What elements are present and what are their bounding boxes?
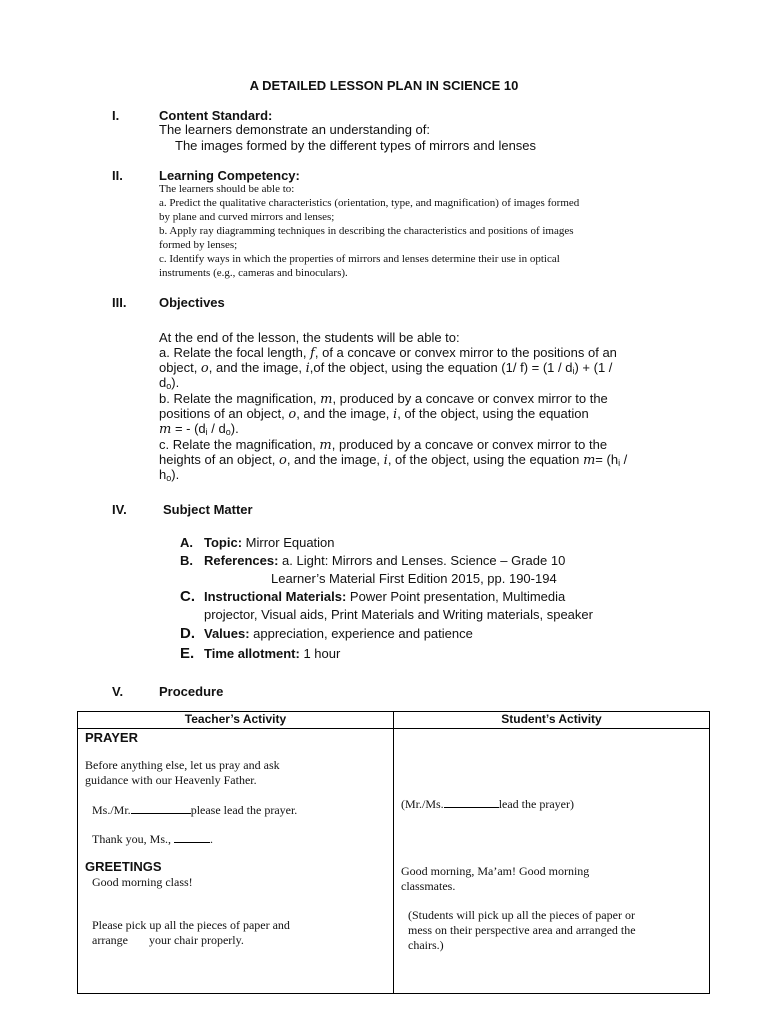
symbol-m: m — [582, 453, 596, 468]
section-numeral-2: II. — [112, 168, 123, 183]
content-standard-heading: Content Standard: — [159, 108, 273, 123]
subject-item-references-cont: Learner’s Material First Edition 2015, pp. 190-194 — [271, 571, 557, 586]
symbol-f: f — [310, 346, 315, 361]
name-blank — [131, 802, 191, 814]
teacher-greeting: Good morning class! — [92, 875, 193, 889]
teacher-lead-prayer: Ms./Mr. please lead the prayer. — [92, 803, 298, 817]
teacher-thank-you: Thank you, Ms., . — [92, 832, 213, 846]
learning-competency-line-2: a. Predict the qualitative characteristics (orientation, type, and magnification) of images formed — [159, 197, 580, 209]
student-cleanup-line-1: (Students will pick up all the pieces of paper or — [408, 908, 635, 922]
symbol-m: m — [319, 438, 332, 453]
objective-c-line-1: c. Relate the magnification, m, produced by a concave or convex mirror to the — [159, 437, 608, 453]
learning-competency-line-1: The learners should be able to: — [159, 183, 295, 195]
symbol-o: o — [278, 453, 287, 468]
section-numeral-1: I. — [112, 108, 120, 123]
learning-competency-line-5: formed by lenses; — [159, 239, 238, 251]
name-blank — [444, 796, 499, 808]
student-greeting-line-2: classmates. — [401, 879, 456, 893]
subject-item-values: D. Values: appreciation, experience and patience — [180, 625, 473, 642]
symbol-i: i — [383, 453, 388, 468]
student-lead-prayer: (Mr./Ms. lead the prayer) — [401, 797, 574, 811]
symbol-i: i — [393, 407, 398, 422]
objectives-heading: Objectives — [159, 295, 225, 310]
student-greeting-line-1: Good morning, Ma’am! Good morning — [401, 864, 590, 878]
symbol-i: i — [305, 361, 310, 376]
subject-item-materials: C. Instructional Materials: Power Point presentation, Multimedia — [180, 588, 566, 605]
symbol-m: m — [320, 392, 333, 407]
symbol-o: o — [200, 361, 209, 376]
objective-c-line-2: heights of an object, o, and the image, i, of the object, using the equation $m= (h_i$ / — [159, 452, 628, 468]
objectives-intro: At the end of the lesson, the students will be able to: — [159, 330, 460, 345]
objective-a-line-3: $d_o$). — [159, 375, 180, 391]
document-title: A DETAILED LESSON PLAN IN SCIENCE 10 — [249, 78, 519, 93]
subject-item-topic: A. Topic: Mirror Equation — [180, 535, 335, 550]
teacher-activity-cell — [78, 729, 394, 994]
teacher-cleanup-line-1: Please pick up all the pieces of paper and — [92, 918, 290, 932]
objective-a-line-1: a. Relate the focal length, f, of a concave or convex mirror to the positions of an — [159, 345, 617, 361]
student-cleanup-line-2: mess on their perspective area and arranged the — [408, 923, 636, 937]
learning-competency-heading: Learning Competency: — [159, 168, 300, 183]
symbol-o: o — [288, 407, 297, 422]
section-numeral-5: V. — [112, 684, 124, 699]
teacher-cleanup-line-2: arrange your chair properly. — [92, 933, 244, 947]
objective-c-line-3: $h_o$). — [159, 467, 180, 483]
section-numeral-3: III. — [112, 295, 127, 310]
prayer-heading: PRAYER — [85, 730, 138, 745]
prayer-text-line-1: Before anything else, let us pray and ask — [85, 758, 280, 772]
learning-competency-line-7: instruments (e.g., cameras and binoculars). — [159, 267, 348, 279]
name-blank — [174, 831, 210, 843]
content-standard-line-1: The learners demonstrate an understanding of: — [159, 122, 431, 137]
subject-item-materials-cont: projector, Visual aids, Print Materials and Writing materials, speaker — [204, 607, 593, 622]
objective-b-line-1: b. Relate the magnification, m, produced by a concave or convex mirror to the — [159, 391, 608, 407]
student-activity-cell — [394, 729, 710, 994]
section-numeral-4: IV. — [112, 502, 127, 517]
student-activity-header: Student’s Activity — [394, 712, 710, 729]
objective-a-line-2: object, o, and the image, i,of the object, using the equation (1/ $f) = (1 / d_i) + (1$ / — [159, 360, 613, 376]
procedure-table — [77, 711, 710, 994]
procedure-heading: Procedure — [159, 684, 224, 699]
symbol-m: m — [159, 422, 172, 437]
subject-matter-heading: Subject Matter — [163, 502, 253, 517]
subject-item-references: B. References: a. Light: Mirrors and Lenses. Science – Grade 10 — [180, 553, 566, 568]
learning-competency-line-4: b. Apply ray diagramming techniques in describing the characteristics and positions of images — [159, 225, 574, 237]
greetings-heading: GREETINGS — [85, 859, 162, 874]
objective-b-line-3: m = - $(d_i / d_o)$. — [159, 421, 239, 437]
content-standard-line-2: The images formed by the different types of mirrors and lenses — [175, 138, 537, 153]
student-cleanup-line-3: chairs.) — [408, 938, 444, 952]
teacher-activity-header: Teacher’s Activity — [78, 712, 394, 729]
learning-competency-line-3: by plane and curved mirrors and lenses; — [159, 211, 335, 223]
objective-b-line-2: positions of an object, o, and the image, i, of the object, using the equation — [159, 406, 589, 422]
subject-item-time: E. Time allotment: 1 hour — [180, 645, 341, 662]
learning-competency-line-6: c. Identify ways in which the properties of mirrors and lenses determine their use in optical — [159, 253, 560, 265]
prayer-text-line-2: guidance with our Heavenly Father. — [85, 773, 257, 787]
